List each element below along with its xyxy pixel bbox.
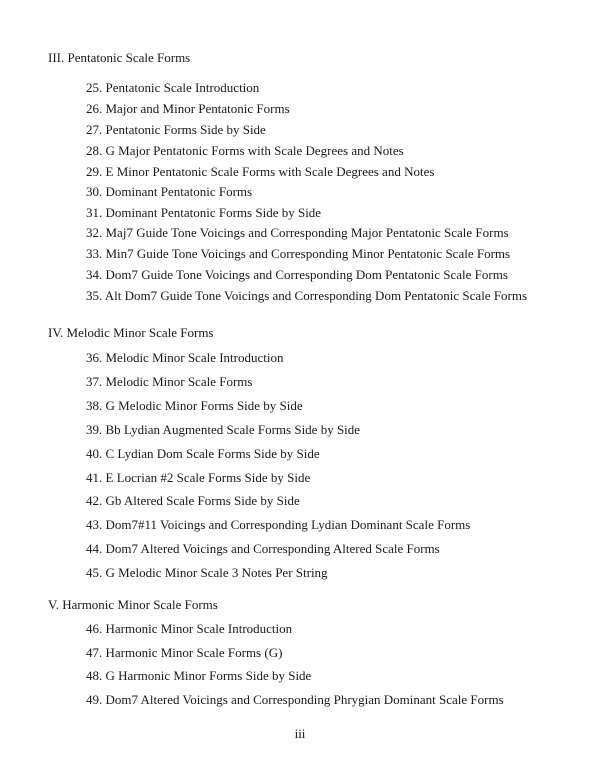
section-title: III. Pentatonic Scale Forms — [48, 50, 191, 65]
toc-entry: 41. E Locrian #2 Scale Forms Side by Side — [86, 470, 311, 485]
toc-entry: 44. Dom7 Altered Voicings and Corresponding Altered Scale Forms — [86, 541, 440, 556]
toc-entry: 36. Melodic Minor Scale Introduction — [86, 350, 284, 365]
toc-entry: 27. Pentatonic Forms Side by Side — [86, 122, 266, 137]
toc-entry: 30. Dominant Pentatonic Forms — [86, 184, 253, 199]
toc-entry: 43. Dom7#11 Voicings and Corresponding Lydian Dominant Scale Forms — [86, 517, 471, 532]
toc-entry: 47. Harmonic Minor Scale Forms (G) — [86, 645, 283, 660]
toc-entry: 26. Major and Minor Pentatonic Forms — [86, 101, 290, 116]
toc-entry: 46. Harmonic Minor Scale Introduction — [86, 621, 293, 636]
toc-entry: 28. G Major Pentatonic Forms with Scale Degrees and Notes — [86, 143, 404, 158]
toc-entry: 25. Pentatonic Scale Introduction — [86, 80, 260, 95]
toc-entry: 49. Dom7 Altered Voicings and Corresponding Phrygian Dominant Scale Forms — [86, 692, 504, 707]
section-title: V. Harmonic Minor Scale Forms — [48, 597, 218, 612]
page-number: iii — [294, 726, 306, 741]
toc-entry: 42. Gb Altered Scale Forms Side by Side — [86, 493, 300, 508]
toc-entry: 34. Dom7 Guide Tone Voicings and Corresponding Dom Pentatonic Scale Forms — [86, 267, 508, 282]
toc-entry: 40. C Lydian Dom Scale Forms Side by Side — [86, 446, 320, 461]
toc-entry: 39. Bb Lydian Augmented Scale Forms Side by Side — [86, 422, 361, 437]
toc-entry: 35. Alt Dom7 Guide Tone Voicings and Corresponding Dom Pentatonic Scale Forms — [86, 288, 528, 303]
toc-entry: 31. Dominant Pentatonic Forms Side by Side — [86, 205, 322, 220]
toc-entry: 38. G Melodic Minor Forms Side by Side — [86, 398, 303, 413]
toc-entry: 29. E Minor Pentatonic Scale Forms with Scale Degrees and Notes — [86, 164, 435, 179]
toc-entry: 48. G Harmonic Minor Forms Side by Side — [86, 668, 312, 683]
toc-entry: 32. Maj7 Guide Tone Voicings and Corresponding Major Pentatonic Scale Forms — [86, 225, 509, 240]
toc-entry: 37. Melodic Minor Scale Forms — [86, 374, 253, 389]
section-title: IV. Melodic Minor Scale Forms — [48, 325, 214, 340]
toc-entry: 33. Min7 Guide Tone Voicings and Corresponding Minor Pentatonic Scale Forms — [86, 246, 511, 261]
toc-entry: 45. G Melodic Minor Scale 3 Notes Per String — [86, 565, 328, 580]
